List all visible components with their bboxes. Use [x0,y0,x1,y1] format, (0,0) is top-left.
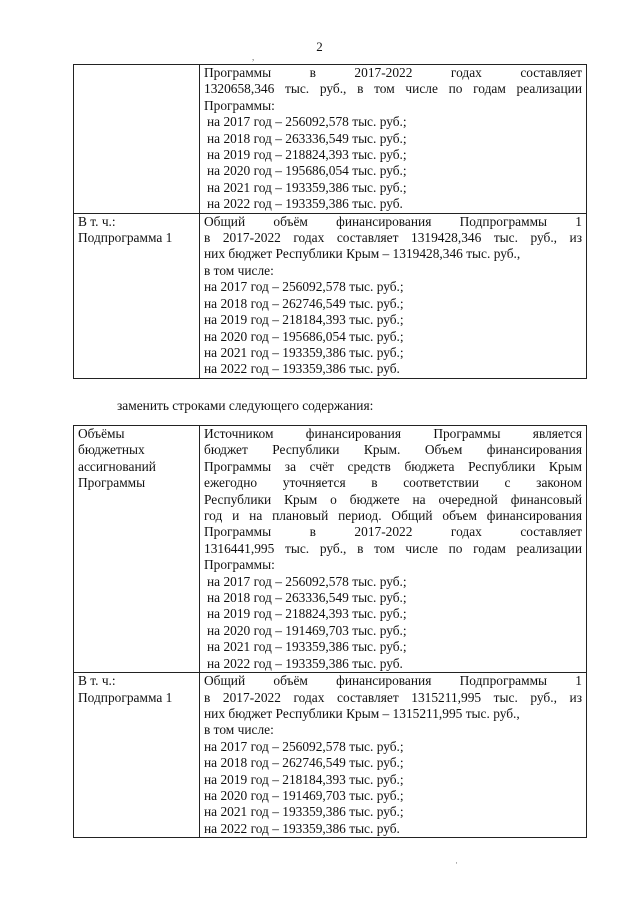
year-line: на 2021 год – 193359,386 тыс. руб.; [207,639,407,655]
year-line: на 2021 год – 193359,386 тыс. руб.; [204,804,404,820]
year-line: на 2020 год – 195686,054 тыс. руб.; [207,163,407,179]
text-line: них бюджет Республики Крым – 1315211,995 тыс. руб., [204,705,520,721]
text-line: бюджет Республики Крым. Объем финансирования [204,442,582,458]
new-row2-label [74,673,200,838]
text-line: Программы в 2017-2022 годах составляет [204,524,582,540]
year-line: на 2017 год – 256092,578 тыс. руб.; [207,573,407,589]
text-line: в 2017-2022 годах составляет 1315211,995 тыс. руб., из [204,689,582,705]
text-line: 1316441,995 тыс. руб., в том числе по годам реализации [204,540,582,556]
year-line: на 2018 год – 263336,549 тыс. руб.; [207,130,407,146]
new-row1-content [200,426,587,673]
year-line: на 2020 год – 191469,703 тыс. руб.; [204,787,404,803]
new-row2-content [200,673,587,838]
text-line: в 2017-2022 годах составляет 1319428,346 тыс. руб., из [204,230,582,246]
scan-speck: · [455,858,458,868]
old-row1-label [74,65,200,214]
new-table-row-program-total [74,426,587,673]
text-line: них бюджет Республики Крым – 1319428,346 тыс. руб., [204,246,521,262]
year-line: на 2021 год – 193359,386 тыс. руб.; [207,179,407,195]
text-line: ежегодно уточняется в соответствии с законом [204,475,582,491]
old-row2-label [74,213,200,378]
year-line: на 2020 год – 191469,703 тыс. руб.; [207,622,407,638]
text-line: 1320658,346 тыс. руб., в том числе по годам реализации [204,81,582,97]
label-line: Объёмы [78,426,125,441]
year-line: на 2018 год – 262746,549 тыс. руб.; [204,295,404,311]
old-row2-content [200,213,587,378]
text-line: Программы в 2017-2022 годах составляет [204,65,582,80]
year-line: на 2022 год – 193359,386 тыс. руб. [204,361,400,377]
label-line: ассигнований [78,458,156,474]
text-line: в том числе: [204,722,274,738]
text-line: Общий объём финансирования Подпрограммы 1 [204,673,582,689]
text-line: Программы за счёт средств бюджета Республики Крым [204,458,582,474]
new-table [73,425,587,838]
old-table-row-subprogram [74,213,587,378]
year-line: на 2020 год – 195686,054 тыс. руб.; [204,328,404,344]
text-line: Общий объём финансирования Подпрограммы 1 [204,213,582,229]
text-line: Республики Крым о бюджете на очередной финансовый [204,491,582,507]
text-line: в том числе: [204,262,274,278]
label-line: В т. ч.: [78,673,116,689]
label-line: бюджетных [78,442,145,458]
text-line: Программы: [204,97,275,113]
old-table-fragment [73,64,587,379]
scan-speck: , [252,52,255,62]
year-line: на 2022 год – 193359,386 тыс. руб. [207,655,403,671]
year-line: на 2022 год – 193359,386 тыс. руб. [204,820,400,836]
label-line: Программы [78,475,146,491]
year-line: на 2021 год – 193359,386 тыс. руб.; [204,344,404,360]
label-line: В т. ч.: [78,213,116,229]
year-line: на 2017 год – 256092,578 тыс. руб.; [204,738,404,754]
old-row1-content [200,65,587,214]
new-table-row-subprogram [74,673,587,838]
year-line: на 2019 год – 218824,393 тыс. руб.; [207,606,407,622]
old-table-row-program-total [74,65,587,214]
year-line: на 2022 год – 193359,386 тыс. руб. [207,196,403,212]
label-line: Подпрограмма 1 [78,689,173,705]
year-line: на 2019 год – 218184,393 тыс. руб.; [204,312,404,328]
year-line: на 2019 год – 218824,393 тыс. руб.; [207,147,407,163]
text-line: Источником финансирования Программы является [204,426,582,441]
year-line: на 2017 год – 256092,578 тыс. руб.; [204,279,404,295]
year-line: на 2018 год – 263336,549 тыс. руб.; [207,590,407,606]
text-line: год и на плановый период. Общий объем финансирования [204,508,582,524]
page-number: 2 [316,39,323,54]
year-line: на 2019 год – 218184,393 тыс. руб.; [204,771,404,787]
year-line: на 2018 год – 262746,549 тыс. руб.; [204,755,404,771]
replacement-instruction: заменить строками следующего содержания: [117,398,374,413]
text-line: Программы: [204,557,275,573]
new-row1-label [74,426,200,673]
year-line: на 2017 год – 256092,578 тыс. руб.; [207,114,407,130]
label-line: Подпрограмма 1 [78,230,173,246]
